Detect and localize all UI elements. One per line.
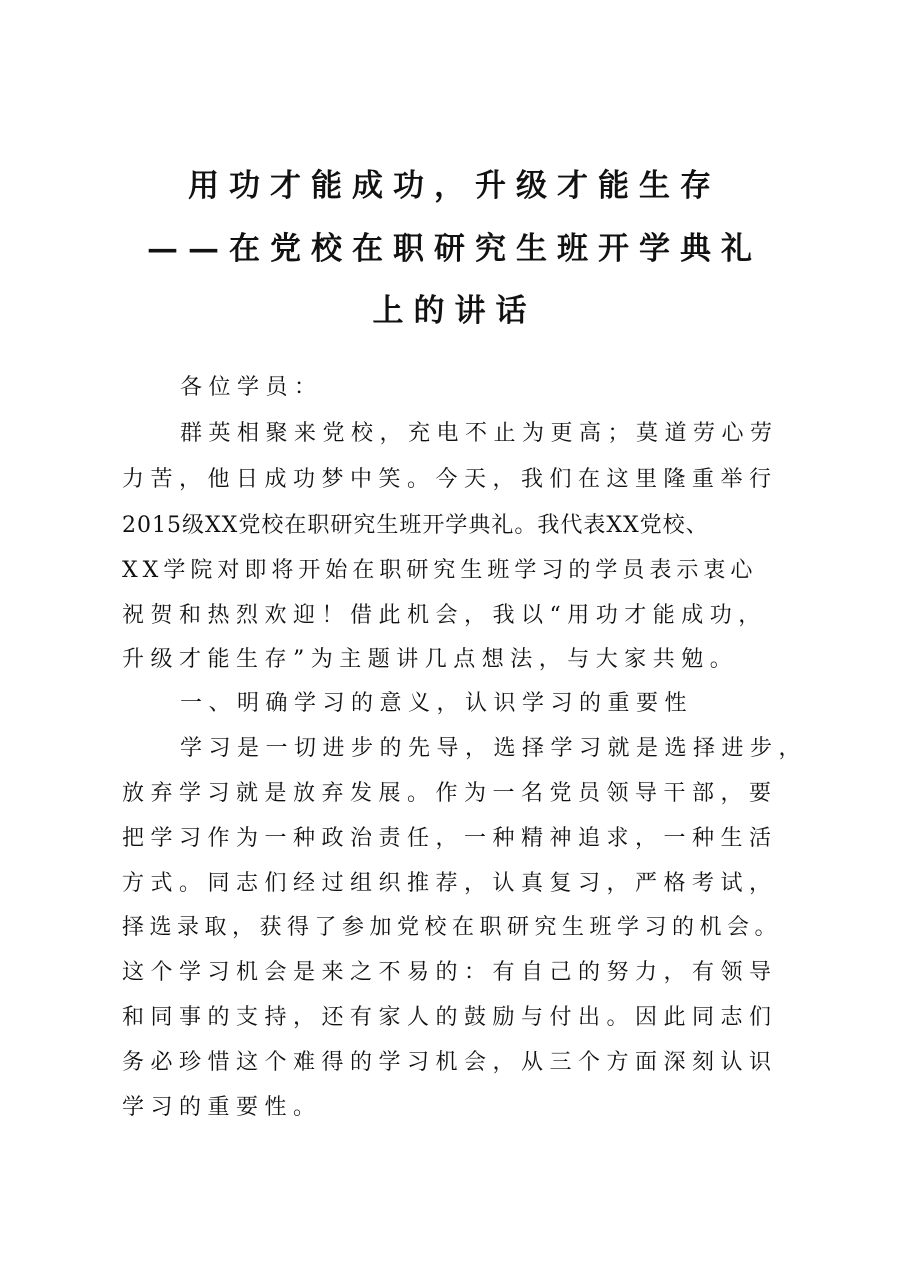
paragraph-line: 把学习作为一种政治责任，一种精神追求，一种生活 xyxy=(122,826,778,851)
paragraph-line: 2015级XX党校在职研究生班开学典礼。我代表XX党校、 xyxy=(122,513,709,538)
document-title: 用功才能成功，升级才能生存 xyxy=(188,168,721,204)
document-subtitle-line1: ——在党校在职研究生班开学典礼 xyxy=(147,231,762,267)
paragraph-line: 学习的重要性。 xyxy=(122,1095,322,1120)
paragraph-line: XX学院对即将开始在职研究生班学习的学员表示衷心 xyxy=(122,558,758,583)
paragraph-line: 升级才能生存”为主题讲几点想法，与大家共勉。 xyxy=(122,647,739,672)
paragraph-line: 这个学习机会是来之不易的：有自己的努力，有领导 xyxy=(122,960,778,985)
paragraph-line: 方式。同志们经过组织推荐，认真复习，严格考试， xyxy=(122,871,778,896)
salutation: 各位学员： xyxy=(180,375,323,400)
paragraph-line: 群英相聚来党校，充电不止为更高；莫道劳心劳 xyxy=(180,421,779,446)
paragraph-line: 务必珍惜这个难得的学习机会，从三个方面深刻认识 xyxy=(122,1050,778,1075)
section-heading: 一、明确学习的意义，认识学习的重要性 xyxy=(180,691,694,716)
paragraph-line: 择选录取，获得了参加党校在职研究生班学习的机会。 xyxy=(122,915,783,940)
paragraph-line: 祝贺和热烈欢迎！借此机会，我以“用功才能成功， xyxy=(122,603,767,628)
document-subtitle-line2: 上的讲话 xyxy=(372,293,537,329)
paragraph-line: 和同事的支持，还有家人的鼓励与付出。因此同志们 xyxy=(122,1005,778,1030)
paragraph-line: 学习是一切进步的先导，选择学习就是选择进步， xyxy=(180,736,808,761)
paragraph-line: 力苦，他日成功梦中笑。今天，我们在这里隆重举行 xyxy=(122,467,778,492)
paragraph-line: 放弃学习就是放弃发展。作为一名党员领导干部，要 xyxy=(122,781,778,806)
